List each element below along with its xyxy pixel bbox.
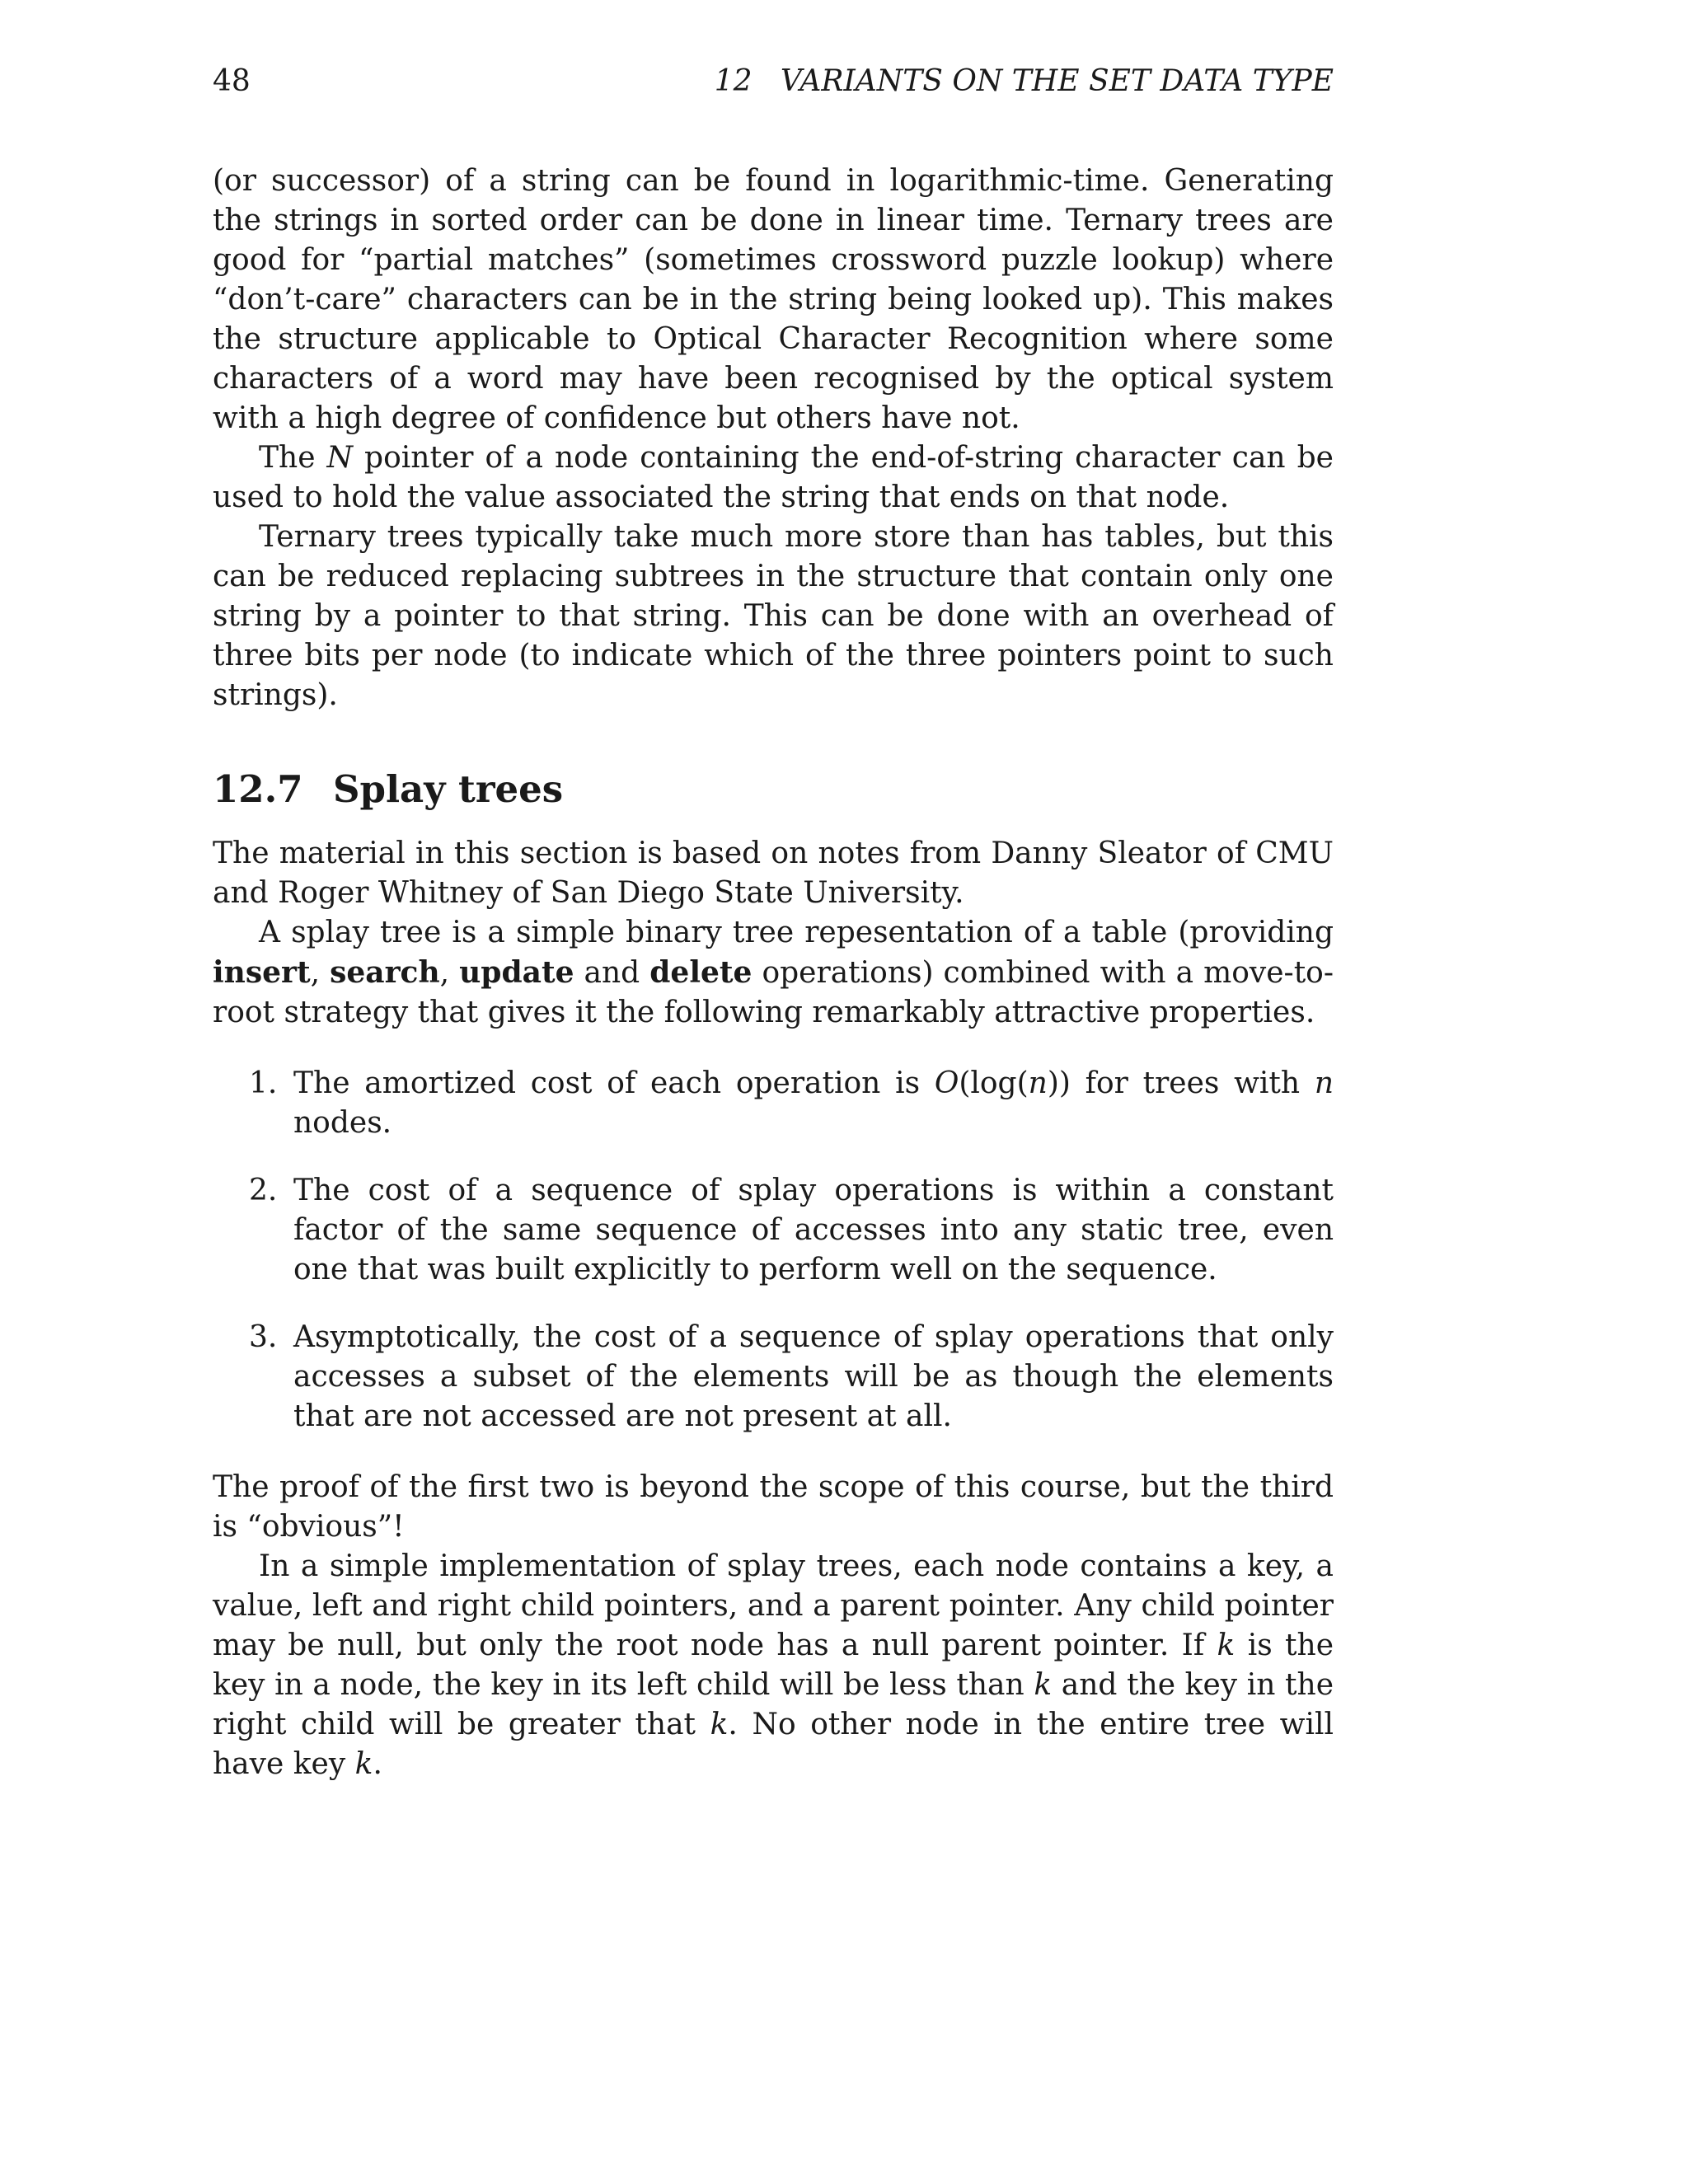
paragraph-proof: The proof of the first two is beyond the scope of this course, but the third is “obvious”!: [213, 1470, 1334, 1544]
paragraph-n-pointer: The N pointer of a node containing the end-of-string character can be used to hold the value associated the string that ends on that node.: [213, 441, 1334, 514]
math-var-n: N: [326, 441, 354, 475]
list-item: 2. The cost of a sequence of splay operations is within a constant factor of the same sequence of accesses into any static tree, even one that was built explicitly to perform well on the sequence.: [213, 1171, 1334, 1290]
list-number: 1.: [249, 1066, 278, 1100]
list-item: 3. Asymptotically, the cost of a sequence of splay operations that only accesses a subset of the elements will be as though the elements that are not accessed are not present at all.: [213, 1318, 1334, 1436]
running-head: 12 VARIANTS ON THE SET DATA TYPE: [714, 64, 1334, 98]
list-number: 2.: [249, 1174, 278, 1207]
page-header: [213, 64, 1334, 105]
keyword-update: update: [459, 955, 574, 990]
section-number: 12.7: [213, 767, 303, 811]
paragraph-ternary-storage: Ternary trees typically take much more store than has tables, but this can be reduced replacing subtrees in the structure that contain only one string by a pointer to that string. This can be done with an overhead of three bits per node (to indicate which of the three pointers point to such strings).: [213, 520, 1334, 712]
keyword-insert: insert: [213, 955, 311, 990]
list-number: 3.: [249, 1320, 278, 1354]
paragraph-splay-definition: A splay tree is a simple binary tree repesentation of a table (providing insert, search, update and delete operations) combined with a move-to-root strategy that gives it the following remarkably attractive properties.: [213, 916, 1334, 1029]
keyword-search: search: [330, 955, 440, 990]
section-heading: [213, 766, 1334, 813]
paragraph-implementation: In a simple implementation of splay trees, each node contains a key, a value, left and right child pointers, and a parent pointer. Any child pointer may be null, but only the root node has a null parent pointer. If k is the key in a node, the key in its left child will be less than k and the key in the right child will be greater that k. No other node in the entire tree will have key k.: [213, 1549, 1334, 1781]
paragraph-source-notes: The material in this section is based on notes from Danny Sleator of CMU and Roger Whitney of San Diego State University.: [213, 837, 1334, 910]
keyword-delete: delete: [649, 955, 753, 990]
body-text: [213, 162, 1334, 1784]
paragraph-ternary-search: (or successor) of a string can be found in logarithmic-time. Generating the strings in sorted order can be done in linear time. Ternary trees are good for “partial matches” (sometimes crossword puzzle lookup) where “don’t-care” characters can be in the string being looked up). This makes the structure applicable to Optical Character Recognition where some characters of a word may have been recognised by the optical system with a high degree of confidence but others have not.: [213, 164, 1334, 435]
page-number: 48: [213, 64, 251, 98]
section-title: Splay trees: [333, 767, 564, 811]
list-item: 1. The amortized cost of each operation is O(log(n)) for trees with n nodes.: [213, 1064, 1334, 1143]
properties-list: [213, 1064, 1334, 1436]
